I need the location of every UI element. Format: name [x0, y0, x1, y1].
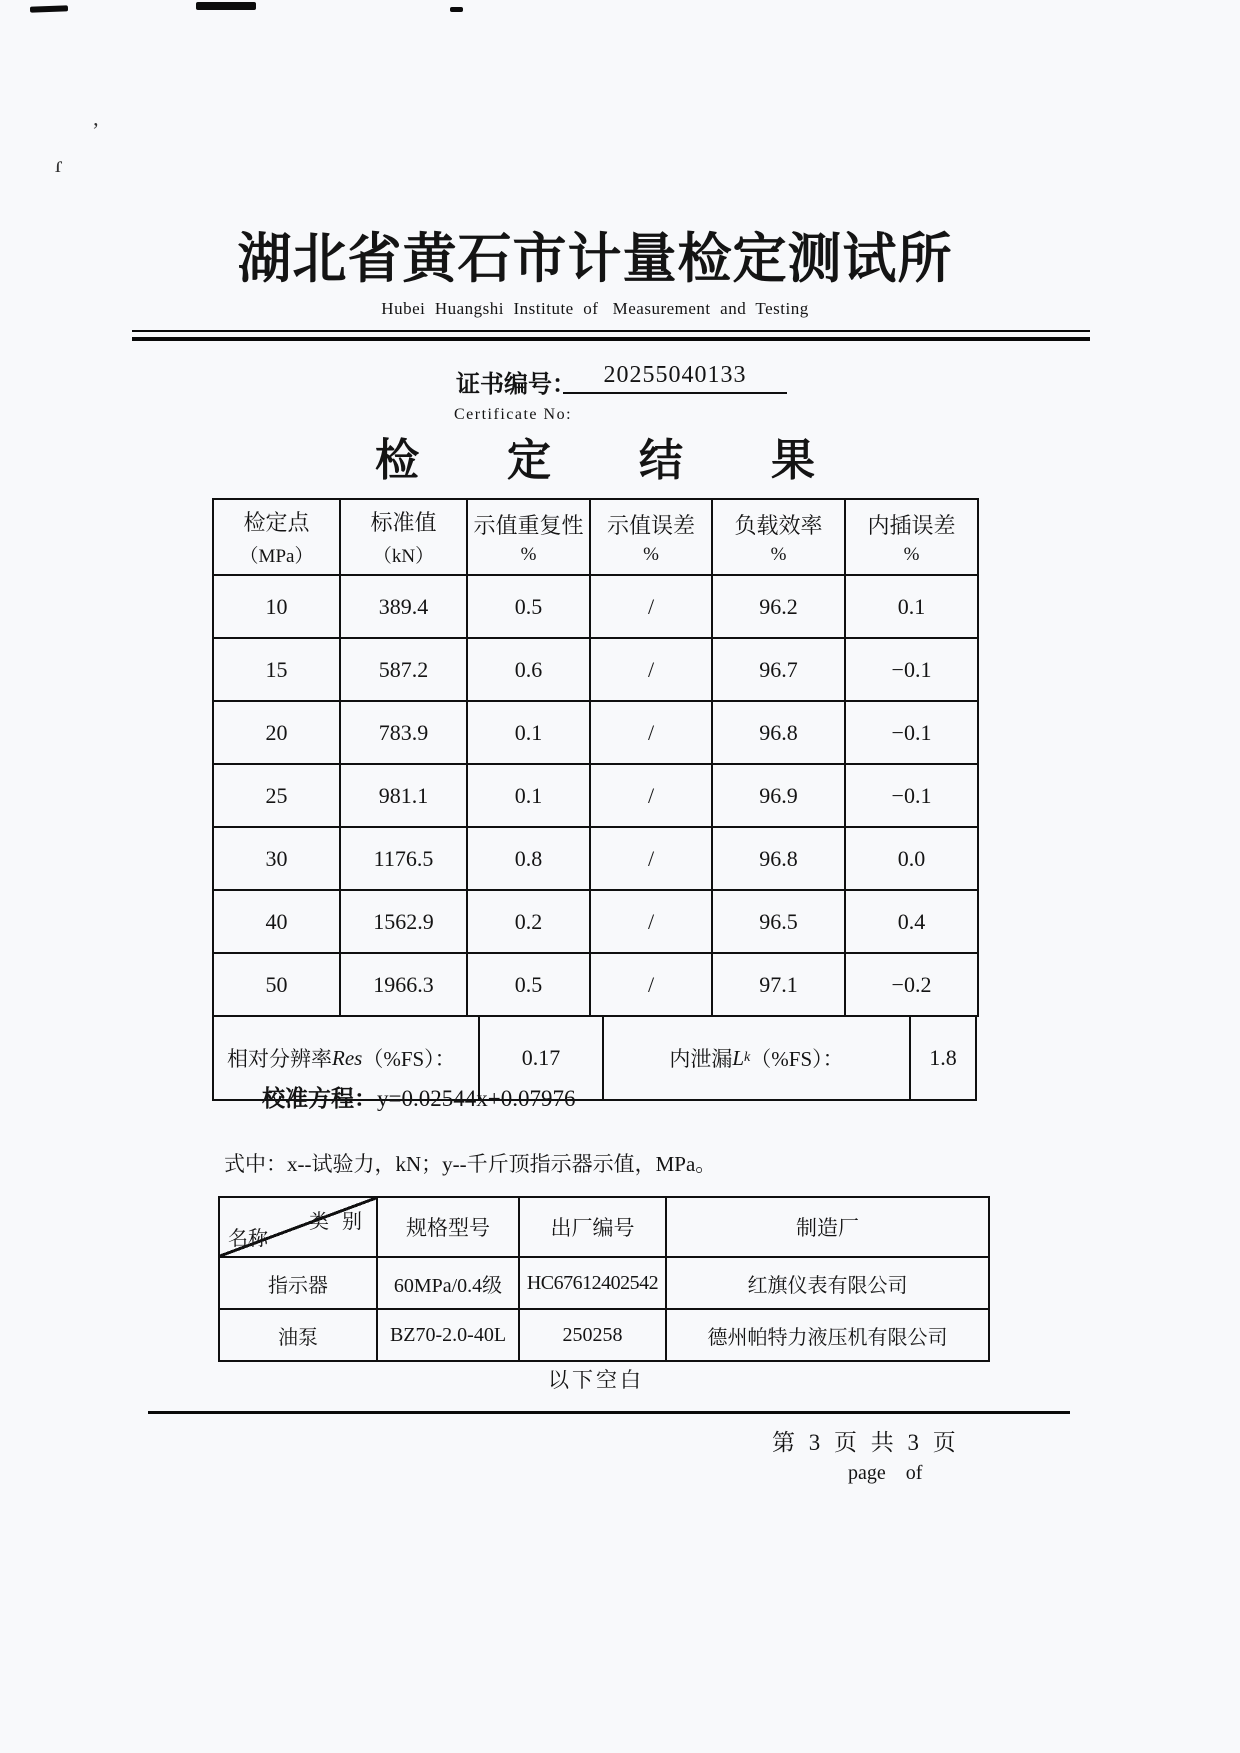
institute-title-cn: 湖北省黄石市计量检定测试所	[237, 229, 953, 289]
result-cell: /	[590, 764, 712, 827]
leakage-value: 1.8	[909, 1017, 975, 1099]
result-cell: 0.4	[845, 890, 978, 953]
result-cell: 50	[213, 953, 340, 1016]
result-cell: −0.1	[845, 764, 978, 827]
col-header: 内插误差 %	[845, 499, 978, 575]
result-cell: 15	[213, 638, 340, 701]
result-cell: 30	[213, 827, 340, 890]
scan-mark	[196, 2, 256, 10]
col-header: 示值重复性 %	[467, 499, 590, 575]
result-cell: /	[590, 701, 712, 764]
certificate-no-label: 证书编号：	[456, 371, 576, 398]
results-table	[212, 498, 977, 1101]
result-cell: −0.2	[845, 953, 978, 1016]
device-cell: 油泵	[219, 1309, 377, 1361]
result-cell: 96.8	[712, 827, 845, 890]
result-cell: −0.1	[845, 638, 978, 701]
table-row	[213, 701, 978, 764]
device-cell: HC67612402542	[519, 1257, 666, 1309]
table-row	[213, 575, 978, 638]
device-cell: 指示器	[219, 1257, 377, 1309]
table-row	[219, 1309, 989, 1361]
col-header: 检定点 （MPa）	[213, 499, 340, 575]
footer-divider	[148, 1411, 1070, 1414]
page-title: 检 定 结 果	[375, 436, 815, 485]
page-number-en: page of	[848, 1462, 923, 1484]
result-cell: −0.1	[845, 701, 978, 764]
result-cell: 40	[213, 890, 340, 953]
diagonal-header-cell	[219, 1197, 377, 1257]
table-row	[213, 827, 978, 890]
result-cell: /	[590, 575, 712, 638]
result-cell: 97.1	[712, 953, 845, 1016]
scan-smudge: ʼ	[92, 118, 100, 143]
scan-mark	[450, 7, 463, 12]
result-cell: /	[590, 638, 712, 701]
device-cell: 德州帕特力液压机有限公司	[666, 1309, 989, 1361]
result-cell: 0.1	[467, 764, 590, 827]
result-cell: /	[590, 890, 712, 953]
table-row	[213, 764, 978, 827]
table-row	[213, 953, 978, 1016]
result-cell: 1562.9	[340, 890, 467, 953]
result-cell: 1966.3	[340, 953, 467, 1016]
resolution-value: 0.17	[478, 1017, 602, 1099]
col-header: 标准值 （kN）	[340, 499, 467, 575]
col-header: 出厂编号	[519, 1197, 666, 1257]
result-cell: 10	[213, 575, 340, 638]
result-cell: 96.8	[712, 701, 845, 764]
result-cell: 96.7	[712, 638, 845, 701]
results-header-row	[213, 499, 978, 575]
certificate-no-value: 20255040133	[563, 362, 787, 394]
result-cell: /	[590, 827, 712, 890]
institute-title-en: Hubei Huangshi Institute of Measurement and Testing	[381, 299, 809, 318]
result-cell: 0.5	[467, 575, 590, 638]
result-cell: 0.5	[467, 953, 590, 1016]
diag-name-label: 名称	[228, 1228, 268, 1250]
result-cell: 783.9	[340, 701, 467, 764]
scan-mark	[30, 5, 68, 12]
resolution-label: 相对分辨率 Res （%FS）：	[227, 1045, 456, 1071]
table-row	[213, 890, 978, 953]
device-cell: BZ70-2.0-40L	[377, 1309, 519, 1361]
header-divider	[132, 330, 1090, 341]
equation-formula: y=0.02544x+0.07976	[377, 1086, 576, 1111]
result-cell: 0.1	[845, 575, 978, 638]
result-cell: 0.0	[845, 827, 978, 890]
result-cell: 981.1	[340, 764, 467, 827]
result-cell: 96.5	[712, 890, 845, 953]
device-table	[218, 1196, 988, 1362]
result-cell: 20	[213, 701, 340, 764]
page-number-cn: 第 3 页 共 3 页	[772, 1430, 960, 1455]
device-cell: 250258	[519, 1309, 666, 1361]
below-blank-note: 以下空白	[548, 1368, 644, 1392]
result-cell: 0.2	[467, 890, 590, 953]
diag-category-label: 类 别	[309, 1211, 366, 1233]
col-header: 制造厂	[666, 1197, 989, 1257]
table-row	[219, 1257, 989, 1309]
device-cell: 红旗仪表有限公司	[666, 1257, 989, 1309]
result-cell: 587.2	[340, 638, 467, 701]
col-header: 规格型号	[377, 1197, 519, 1257]
result-cell: 0.8	[467, 827, 590, 890]
result-cell: 96.9	[712, 764, 845, 827]
equation-label: 校准方程：	[262, 1085, 377, 1111]
col-header: 示值误差 %	[590, 499, 712, 575]
col-header: 负载效率 %	[712, 499, 845, 575]
device-header-row	[219, 1197, 989, 1257]
calibration-equation	[262, 1080, 575, 1113]
result-cell: 96.2	[712, 575, 845, 638]
result-cell: 389.4	[340, 575, 467, 638]
result-cell: 1176.5	[340, 827, 467, 890]
device-cell: 60MPa/0.4级	[377, 1257, 519, 1309]
result-cell: 0.6	[467, 638, 590, 701]
scan-smudge: ɾ	[55, 152, 63, 177]
table-row	[213, 638, 978, 701]
equation-note: 式中：x--试验力，kN；y--千斤顶指示器示值，MPa。	[224, 1152, 717, 1176]
leakage-label: 内泄漏 L k （%FS）：	[602, 1017, 909, 1099]
result-cell: /	[590, 953, 712, 1016]
result-cell: 25	[213, 764, 340, 827]
result-cell: 0.1	[467, 701, 590, 764]
certificate-no-label-en: Certificate No:	[454, 406, 573, 423]
